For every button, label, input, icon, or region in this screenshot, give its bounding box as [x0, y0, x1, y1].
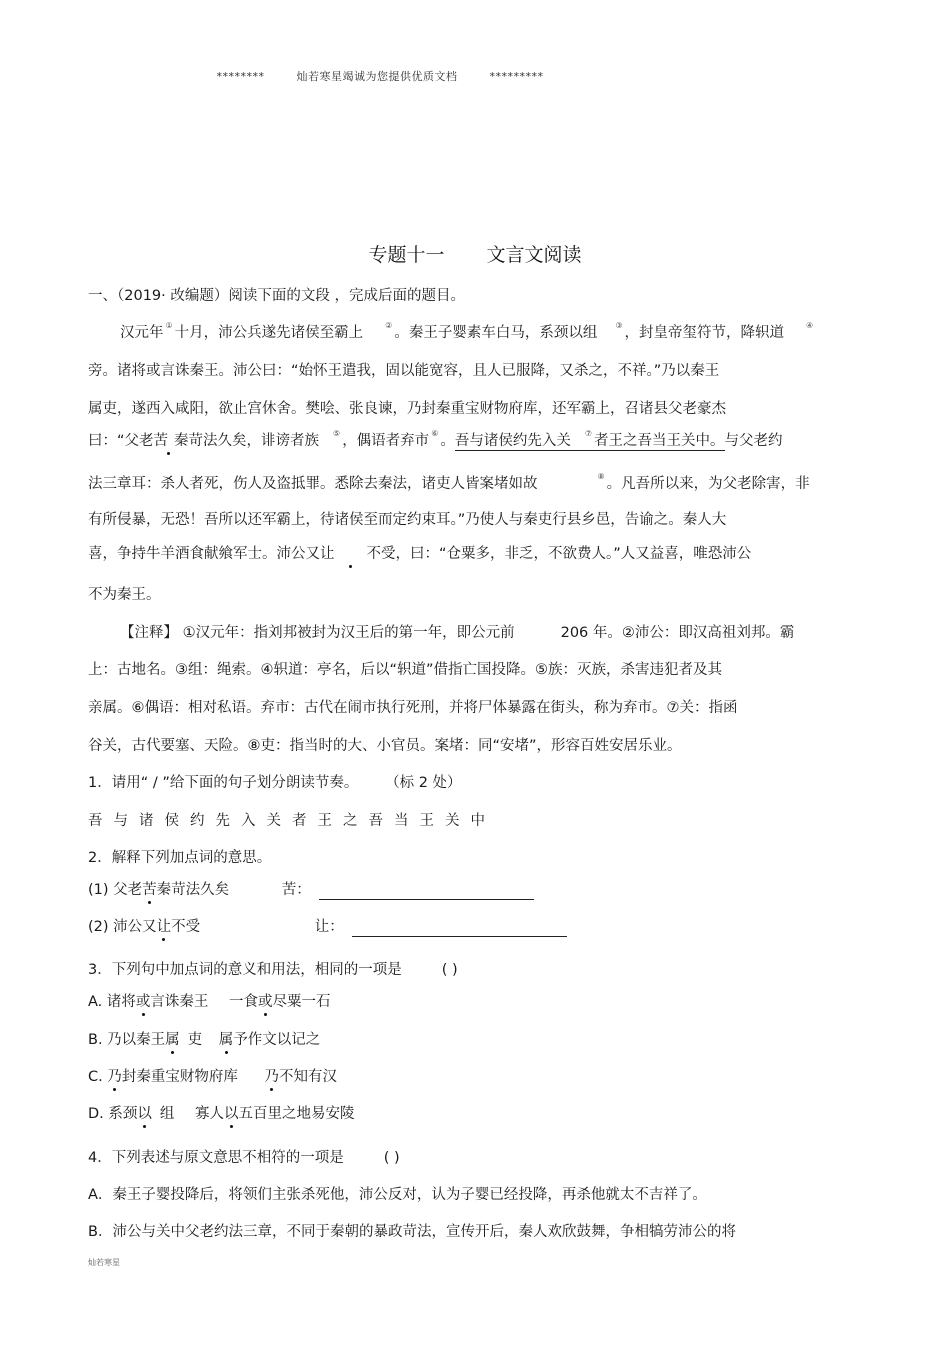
question-1-stem: 1．请用“ / ”给下面的句子划分朗读节奏。 （标 2 处） — [88, 775, 462, 791]
option-c[interactable]: C. 乃封秦重宝财物府库 乃不知有汉 — [88, 1069, 337, 1085]
passage-line-2: 旁。诸将或言诛秦王。沛公曰：“始怀王遣我，固以能宽容，且人已服降，又杀之，不祥。”乃以秦王 — [88, 363, 720, 379]
underlined-sentence: 吾与诸侯约先入关 ⑦ 者王之吾当王关中。 — [454, 429, 725, 449]
section-label: 一、（2019· 改编题）阅读下面的文段 ，完成后面的题目。 — [88, 288, 465, 304]
passage-line-8: 不为秦王。 — [88, 587, 161, 603]
footnote-mark: ⑤ — [333, 429, 341, 438]
header-stars-left: ******** — [216, 70, 265, 83]
notes-line-4: 谷关，古代要塞、天险。⑧吏：指当时的大、小官员。案堵：同“安堵”，形容百姓安居乐业。 — [88, 738, 682, 754]
page-header — [0, 68, 760, 84]
passage-line-4: 曰：“父老苦 秦苛法久矣，诽谤者族 ⑤ ，偶语者弃市 ⑥ 。吾与诸侯约先入关 ⑦ 者王之吾当王关中。与父老约 — [88, 429, 783, 449]
page-title — [0, 240, 950, 267]
passage-line-5: 法三章耳：杀人者死，伤人及盗抵罪。悉除去秦法，诸吏人皆案堵如故 ⑧ 。凡吾所以来，为父老除害，非 — [88, 472, 810, 492]
title-part2: 文言文阅读 — [486, 244, 582, 266]
footnote-mark: ④ — [806, 321, 814, 330]
footnote-mark: ⑧ — [597, 472, 605, 481]
question-2-item-1: (1) 父老苦秦苛法久矣 苦： — [88, 880, 534, 900]
title-part1: 专题十一 — [368, 244, 445, 266]
notes-line-1: 【注释】 ①汉元年：指刘邦被封为汉王后的第一年，即公元前 206 年。②沛公：即汉高祖刘邦。霸 — [120, 625, 795, 641]
footnote-mark: ③ — [615, 321, 623, 330]
footnote-mark: ⑦ — [584, 429, 593, 438]
question-3-stem: 3．下列句中加点词的意义和用法，相同的一项是 ( ) — [88, 962, 458, 978]
answer-blank[interactable] — [352, 922, 567, 937]
passage-line-7: 喜，争持牛羊酒食献飨军士。沛公又让 不受，曰：“仓粟多，非乏，不欲费人。”人又益喜，唯恐沛公 — [88, 546, 752, 562]
answer-blank[interactable] — [319, 885, 534, 900]
notes-line-2: 上：古地名。③组：绳索。④轵道：亭名，后以“轵道”借指亡国投降。⑤族：灭族，杀害违犯者及其 — [88, 662, 723, 678]
footnote-mark: ⑥ — [431, 429, 439, 438]
q4-option-b[interactable]: B．沛公与关中父老约法三章，不同于秦朝的暴政苛法，宣传开后，秦人欢欣鼓舞，争相犒劳沛公的将 — [88, 1224, 736, 1240]
page-footer: 灿若寒星 — [88, 1258, 120, 1267]
footnote-mark: ① — [165, 321, 173, 330]
option-a[interactable]: A. 诸将或言诛秦王 一食或尽粟一石 — [88, 994, 331, 1010]
option-d[interactable]: D. 系颈以 组 寡人以五百里之地易安陵 — [88, 1106, 355, 1122]
footnote-mark: ② — [385, 321, 393, 330]
question-4-stem: 4．下列表述与原文意思不相符的一项是 ( ) — [88, 1150, 400, 1166]
header-text: 灿若寒星竭诚为您提供优质文档 — [296, 70, 458, 83]
question-1-sentence: 吾与诸侯约先入关者王之吾当王关中 — [88, 813, 496, 829]
passage-line-3: 属吏，遂西入咸阳，欲止宫休舍。樊哙、张良谏，乃封秦重宝财物府库，还军霸上，召诸县父老豪杰 — [88, 401, 726, 417]
question-2-item-2: (2) 沛公又让不受 让： — [88, 917, 567, 937]
option-b[interactable]: B. 乃以秦王属 吏 属予作文以记之 — [88, 1032, 321, 1048]
q4-option-a[interactable]: A．秦王子婴投降后，将领们主张杀死他，沛公反对，认为子婴已经投降，再杀他就太不吉祥了。 — [88, 1187, 707, 1203]
header-stars-right: ********* — [489, 70, 544, 83]
passage-line-6: 有所侵暴，无恐！吾所以还军霸上，待诸侯至而定约束耳。”乃使人与秦吏行县乡邑，告谕之。秦人大 — [88, 512, 727, 528]
passage-line-1: 汉元年 ① 十月，沛公兵遂先诸侯至霸上 ② 。秦王子婴素车白马，系颈以组 ③ ，封皇帝玺符节，降轵道 ④ — [120, 321, 814, 341]
notes-line-3: 亲属。⑥偶语：相对私语。弃市：古代在闹市执行死刑，并将尸体暴露在街头，称为弃市。⑦关：指函 — [88, 700, 738, 716]
question-2-stem: 2．解释下列加点词的意思。 — [88, 850, 272, 866]
